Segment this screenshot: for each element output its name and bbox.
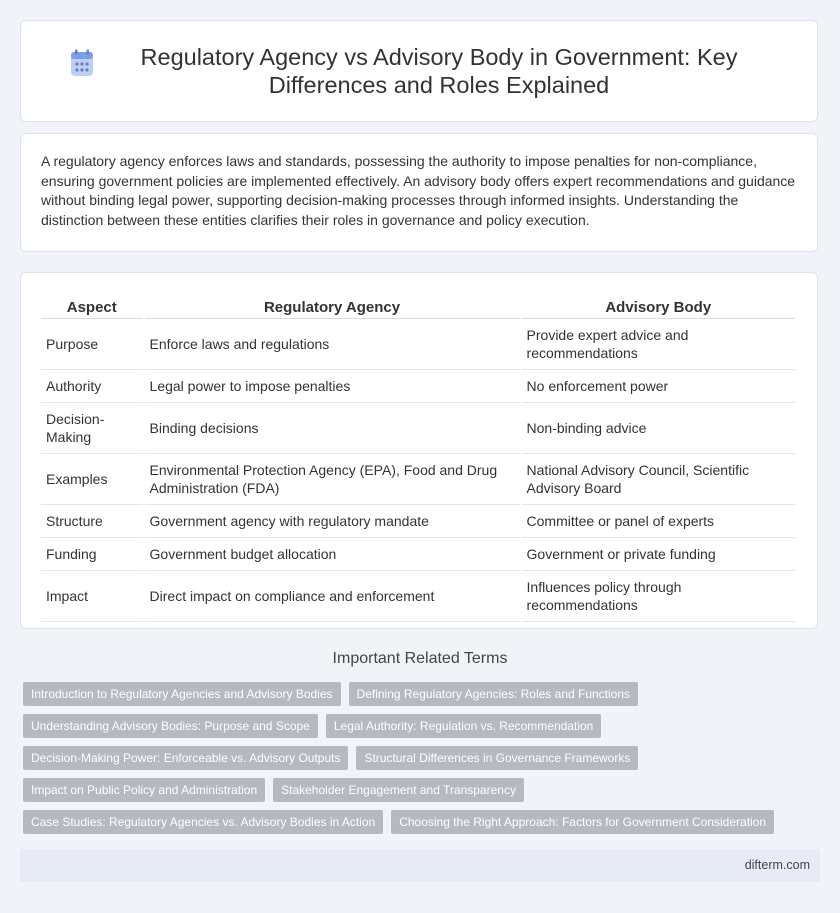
table-cell: Impact <box>41 571 143 622</box>
related-terms-title: Important Related Terms <box>332 650 508 667</box>
table-cell: Examples <box>41 454 143 505</box>
table-header-row <box>41 295 795 319</box>
table-cell: Legal power to impose penalties <box>145 370 520 403</box>
footer <box>20 849 820 882</box>
column-header-aspect: Aspect <box>41 295 143 319</box>
document-icon <box>69 49 95 77</box>
table-cell: National Advisory Council, Scientific Advisory Board <box>522 454 795 505</box>
related-term-tag[interactable]: Choosing the Right Approach: Factors for Government Consideration <box>391 810 774 834</box>
table-row <box>41 538 795 571</box>
table-row <box>41 403 795 454</box>
table-cell: No enforcement power <box>522 370 795 403</box>
related-term-tag[interactable]: Introduction to Regulatory Agencies and Advisory Bodies <box>23 682 341 706</box>
table-cell: Binding decisions <box>145 403 520 454</box>
related-term-tag[interactable]: Understanding Advisory Bodies: Purpose and Scope <box>23 714 318 738</box>
table-cell: Provide expert advice and recommendations <box>522 319 795 370</box>
table-cell: Committee or panel of experts <box>522 505 795 538</box>
column-header-advisory-body: Advisory Body <box>522 295 795 319</box>
table-row <box>41 319 795 370</box>
table-cell: Non-binding advice <box>522 403 795 454</box>
table-cell: Purpose <box>41 319 143 370</box>
table-cell: Influences policy through recommendations <box>522 571 795 622</box>
related-term-tag[interactable]: Defining Regulatory Agencies: Roles and Functions <box>349 682 639 706</box>
table-cell: Direct impact on compliance and enforcement <box>145 571 520 622</box>
table-cell: Government agency with regulatory mandate <box>145 505 520 538</box>
comparison-card <box>20 272 818 629</box>
table-cell: Authority <box>41 370 143 403</box>
table-row <box>41 571 795 622</box>
table-cell: Government budget allocation <box>145 538 520 571</box>
related-terms-list <box>23 682 803 842</box>
related-term-tag[interactable]: Legal Authority: Regulation vs. Recommendation <box>326 714 601 738</box>
comparison-table <box>39 295 797 622</box>
table-cell: Funding <box>41 538 143 571</box>
table-row <box>41 370 795 403</box>
intro-text: A regulatory agency enforces laws and standards, possessing the authority to impose penalties for non-compliance, ensuring government policies are implemented effectively. An advisory body offers expert recommendations and guidance without binding legal power, supporting decision-making processes through informed insights. Understanding the distinction between these entities clarifies their roles in governance and policy execution. <box>41 153 796 228</box>
related-term-tag[interactable]: Decision-Making Power: Enforceable vs. Advisory Outputs <box>23 746 348 770</box>
table-row <box>41 454 795 505</box>
related-term-tag[interactable]: Case Studies: Regulatory Agencies vs. Advisory Bodies in Action <box>23 810 383 834</box>
intro-card <box>20 133 818 252</box>
related-term-tag[interactable]: Stakeholder Engagement and Transparency <box>273 778 524 802</box>
footer-site-link[interactable]: difterm.com <box>744 858 810 872</box>
column-header-regulatory-agency: Regulatory Agency <box>145 295 520 319</box>
header-card <box>20 20 818 122</box>
related-term-tag[interactable]: Structural Differences in Governance Frameworks <box>356 746 638 770</box>
table-cell: Structure <box>41 505 143 538</box>
related-term-tag[interactable]: Impact on Public Policy and Administration <box>23 778 265 802</box>
table-cell: Environmental Protection Agency (EPA), Food and Drug Administration (FDA) <box>145 454 520 505</box>
table-cell: Enforce laws and regulations <box>145 319 520 370</box>
page-title: Regulatory Agency vs Advisory Body in Government: Key Differences and Roles Explained <box>140 44 738 98</box>
table-row <box>41 505 795 538</box>
table-cell: Government or private funding <box>522 538 795 571</box>
table-cell: Decision-Making <box>41 403 143 454</box>
